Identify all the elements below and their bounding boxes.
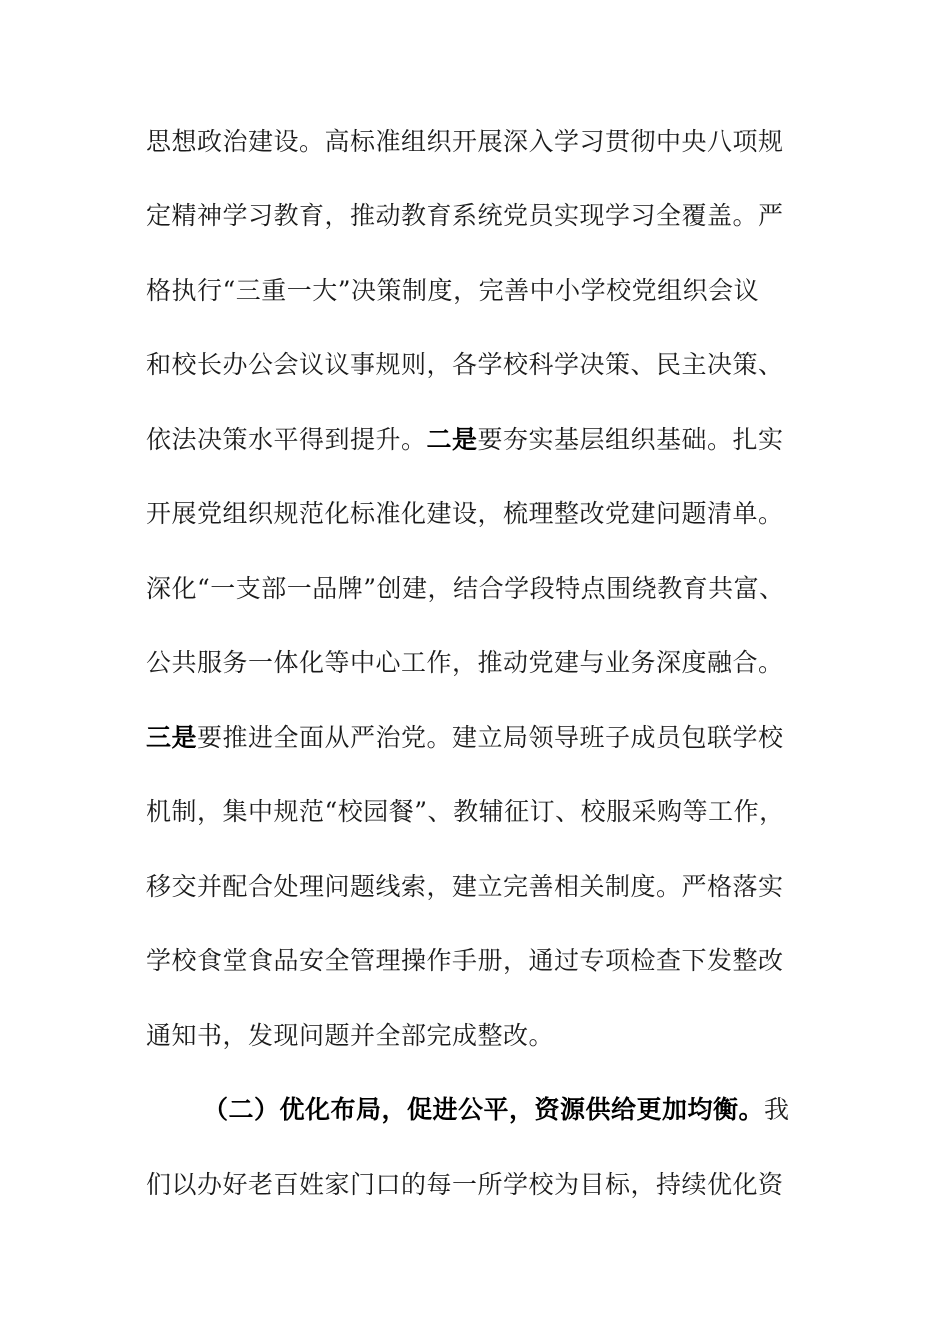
text-line: 机制，集中规范“校园餐”、教辅征订、校服采购等工作， <box>146 797 785 826</box>
bold-lead-in: 二是 <box>426 425 478 454</box>
text-segment: 依法决策水平得到提升。 <box>146 425 427 454</box>
text-line: 们以办好老百姓家门口的每一所学校为目标，持续优化资 <box>146 1170 784 1199</box>
text-line: 和校长办公会议议事规则，各学校科学决策、民主决策、 <box>146 350 784 379</box>
text-line <box>146 420 816 460</box>
text-line: 学校食堂食品安全管理操作手册，通过专项检查下发整改 <box>146 946 784 975</box>
text-line: 思想政治建设。高标准组织开展深入学习贯彻中央八项规 <box>146 127 784 156</box>
section-heading-line <box>203 1090 813 1130</box>
text-segment: 我 <box>764 1095 790 1124</box>
text-line: 定精神学习教育，推动教育系统党员实现学习全覆盖。严 <box>146 201 784 230</box>
text-line: 通知书，发现问题并全部完成整改。 <box>146 1021 555 1050</box>
text-line <box>146 718 816 758</box>
text-segment: 要推进全面从严治党。建立局领导班子成员包联学校 <box>197 723 784 752</box>
bold-lead-in: 三是 <box>146 723 198 752</box>
text-line: 深化“一支部一品牌”创建，结合学段特点围绕教育共富、 <box>146 574 785 603</box>
text-segment: 要夯实基层组织基础。扎实 <box>477 425 784 454</box>
text-line: 移交并配合处理问题线索，建立完善相关制度。严格落实 <box>146 872 784 901</box>
text-line: 格执行“三重一大”决策制度，完善中小学校党组织会议 <box>146 276 760 305</box>
text-line: 公共服务一体化等中心工作，推动党建与业务深度融合。 <box>146 648 784 677</box>
text-line: 开展党组织规范化标准化建设，梳理整改党建问题清单。 <box>146 499 784 528</box>
section-heading: （二）优化布局，促进公平，资源供给更加均衡。 <box>203 1095 765 1124</box>
